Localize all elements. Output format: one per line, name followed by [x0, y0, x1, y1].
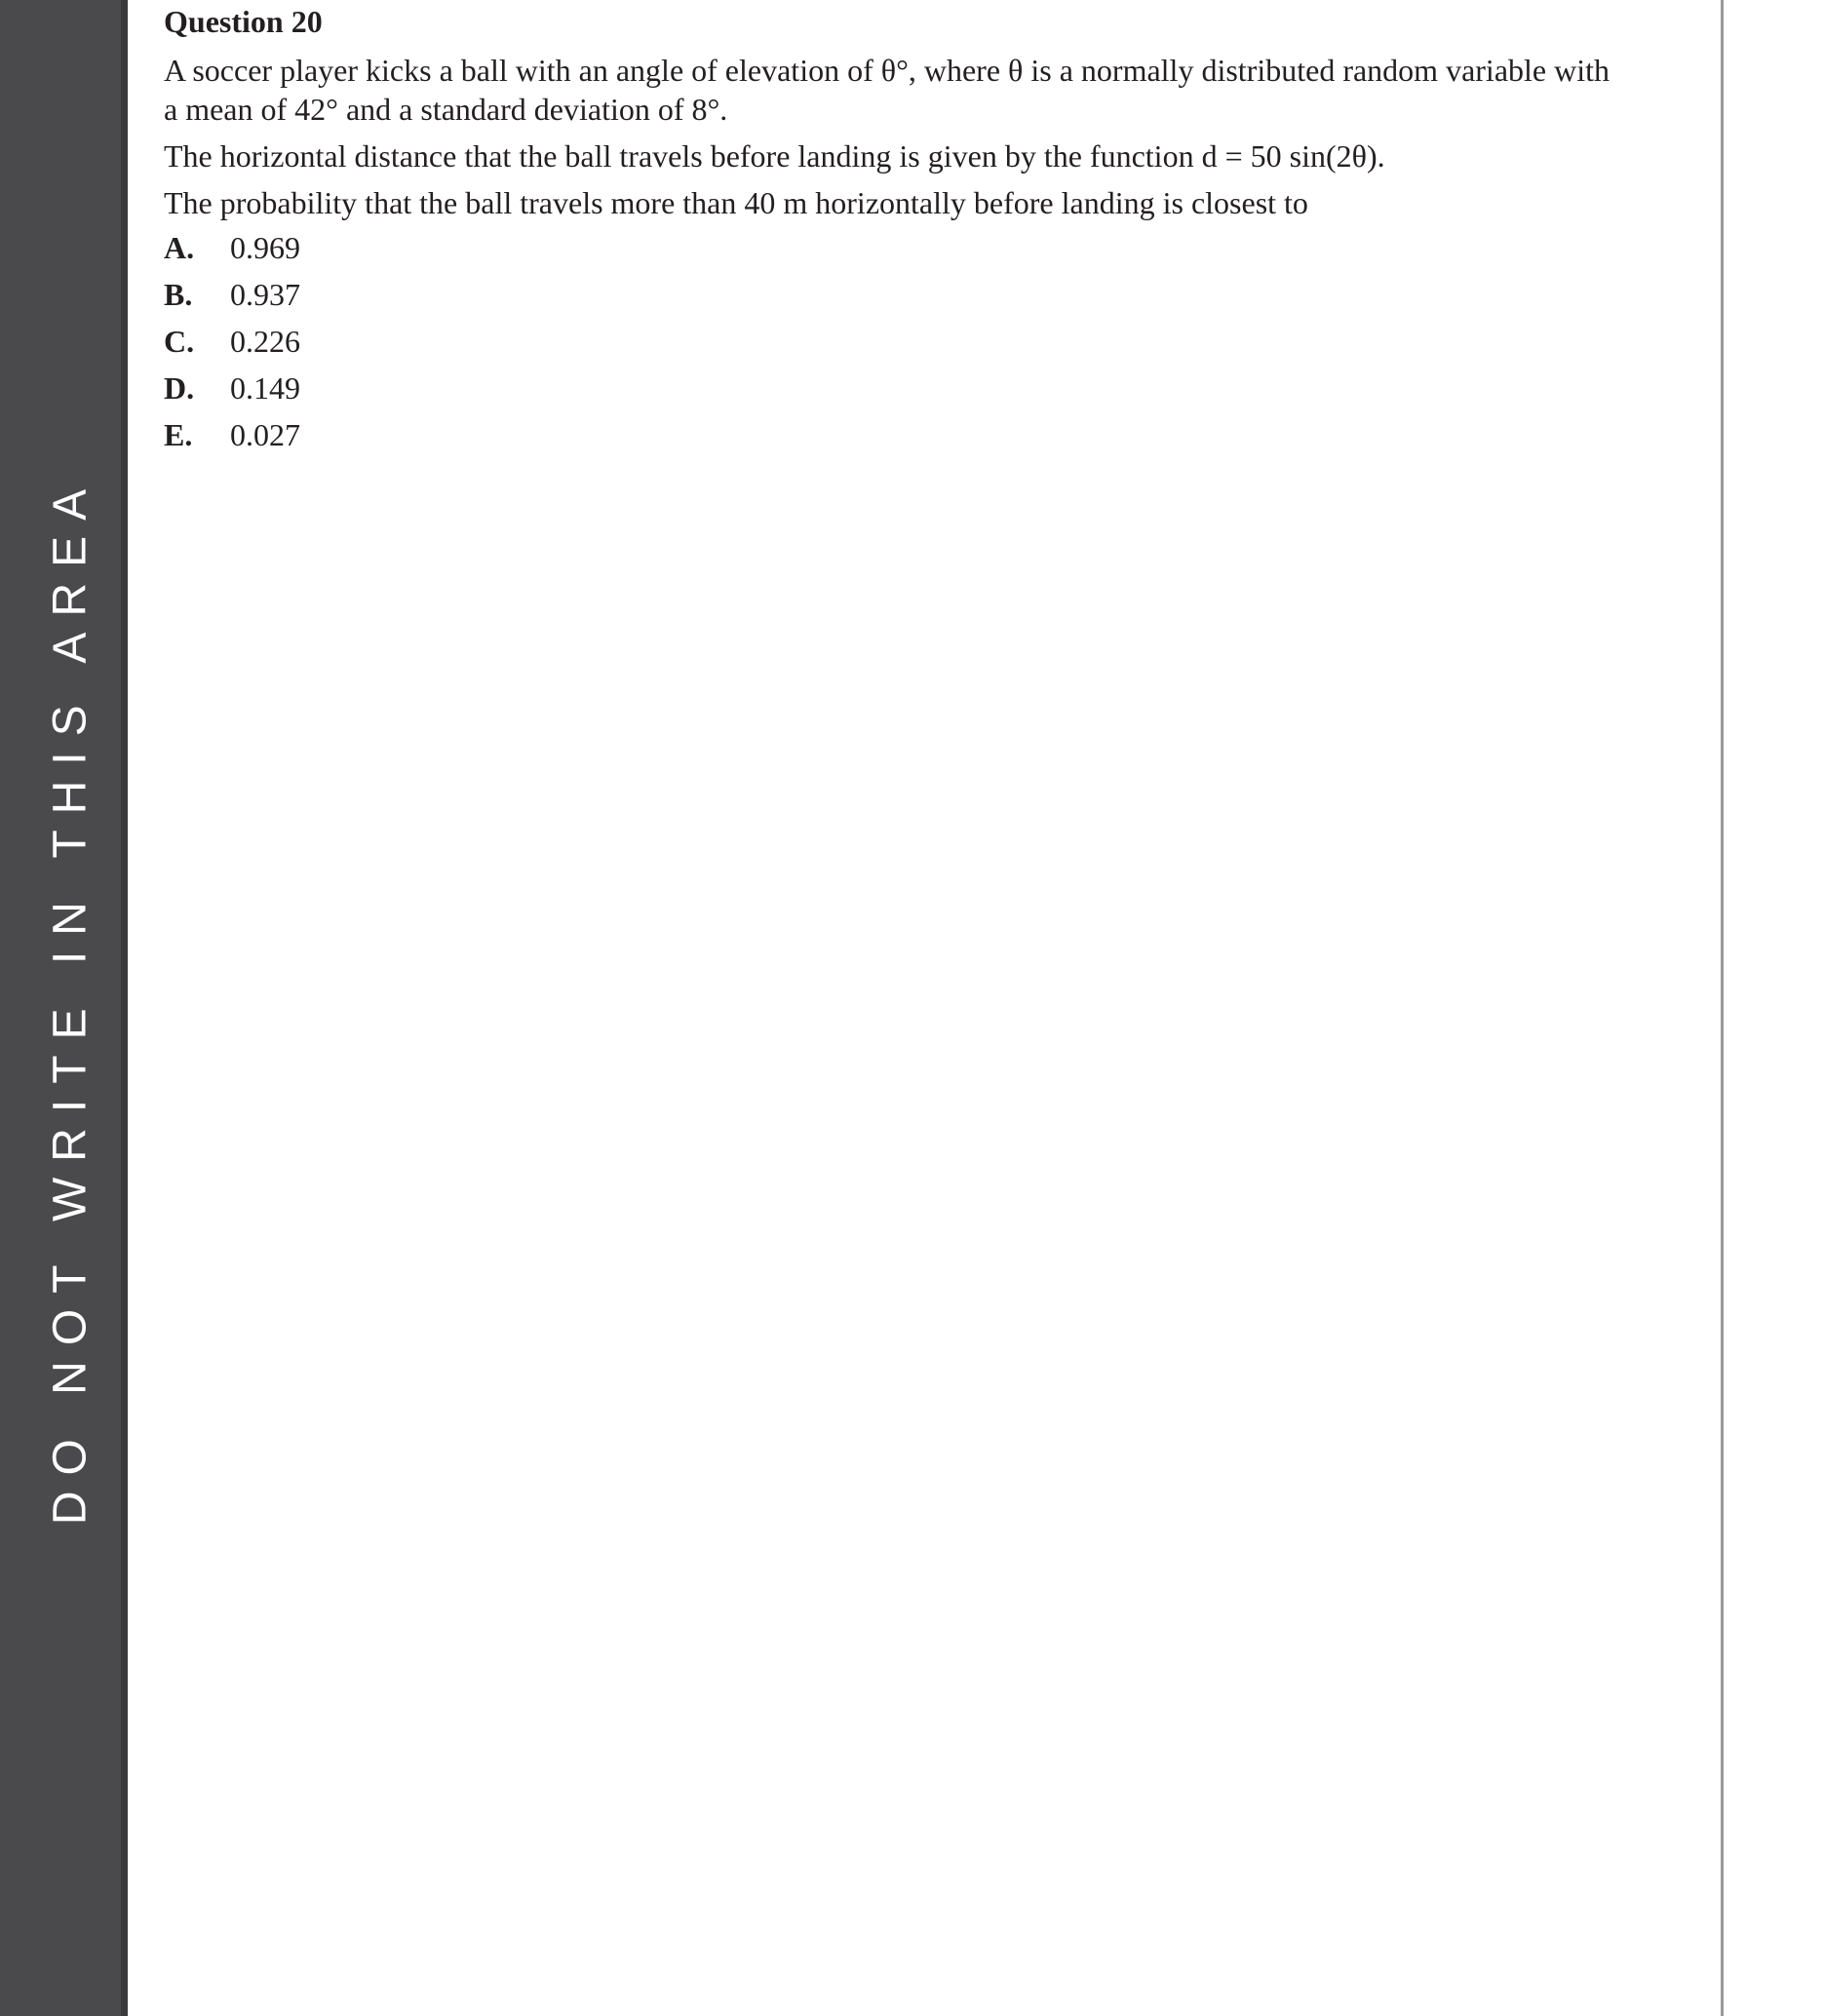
question-stem [164, 51, 1610, 129]
option-d-letter: D. [164, 370, 195, 406]
question-title: Question 20 [164, 4, 323, 39]
option-a-letter: A. [164, 230, 195, 265]
option-b-letter: B. [164, 277, 193, 312]
option-d-value: 0.149 [230, 370, 300, 406]
do-not-write-label: DO NOT WRITE IN THIS AREA [44, 473, 97, 1526]
option-c-letter: C. [164, 324, 195, 359]
option-b-value: 0.937 [230, 277, 300, 312]
function-statement: The horizontal distance that the ball travels before landing is given by the function d = 50 sin(2θ). [164, 138, 1385, 174]
option-e-value: 0.027 [230, 417, 300, 452]
right-border-line [1721, 0, 1724, 2016]
probability-prompt: The probability that the ball travels more than 40 m horizontally before landing is closest to [164, 185, 1308, 220]
option-e-letter: E. [164, 417, 193, 452]
stem-line-2: a mean of 42° and a standard deviation of 8°. [164, 92, 728, 127]
margin-edge [121, 0, 128, 2016]
stem-line-1: A soccer player kicks a ball with an angle of elevation of θ°, where θ is a normally distributed random variable with [164, 53, 1610, 88]
option-a-value: 0.969 [230, 230, 300, 265]
option-c-value: 0.226 [230, 324, 300, 359]
